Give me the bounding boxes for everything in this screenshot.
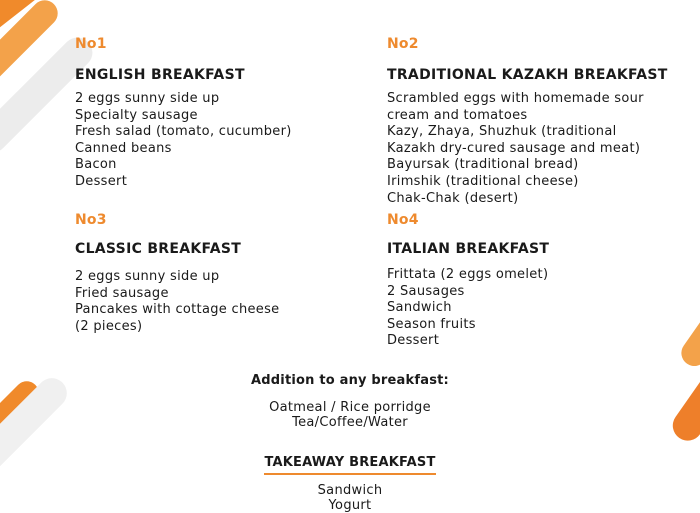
menu-number: No2	[387, 36, 419, 52]
menu-item: Pancakes with cottage cheese	[75, 302, 280, 318]
menu-item: Dessert	[75, 173, 128, 189]
menu-item: Fresh salad (tomato, cucumber)	[75, 124, 292, 140]
takeaway-item: Yogurt	[328, 498, 372, 513]
menu-item: Specialty sausage	[75, 107, 198, 123]
menu-item: Sandwich	[387, 300, 452, 316]
menu-item: Kazy, Zhaya, Shuzhuk (traditional	[387, 124, 617, 140]
menu-item: Canned beans	[75, 140, 172, 156]
menu-item: Scrambled eggs with homemade sour	[387, 91, 644, 106]
menu-item: Chak-Chak (desert)	[387, 190, 519, 206]
menu-item: Kazakh dry-cured sausage and meat)	[387, 140, 641, 156]
menu-title: CLASSIC BREAKFAST	[75, 241, 242, 257]
menu-kazakh-breakfast	[387, 36, 668, 207]
menu-number: No4	[387, 212, 419, 228]
menu-item: Season fruits	[387, 316, 476, 332]
menu-title: ENGLISH BREAKFAST	[75, 67, 245, 83]
menu-items	[387, 91, 668, 207]
menu-items	[75, 269, 279, 335]
menu-item: 2 Sausages	[387, 283, 465, 299]
addition-section	[0, 373, 700, 430]
addition-item: Oatmeal / Rice porridge	[269, 400, 431, 415]
menu-items	[75, 91, 292, 191]
menu-italian-breakfast	[387, 212, 549, 350]
menu-item: Irimshik (traditional cheese)	[387, 173, 579, 189]
menu-classic-breakfast	[75, 212, 279, 335]
menu-title: TRADITIONAL KAZAKH BREAKFAST	[387, 67, 668, 83]
takeaway-heading: TAKEAWAY BREAKFAST	[264, 455, 435, 475]
menu-number: No3	[75, 212, 107, 228]
menu-item: Bayursak (traditional bread)	[387, 157, 579, 173]
menu-title: ITALIAN BREAKFAST	[387, 241, 550, 257]
menu-number: No1	[75, 36, 107, 52]
addition-item: Tea/Coffee/Water	[292, 415, 408, 430]
takeaway-item: Sandwich	[317, 483, 383, 498]
decorative-stripe	[676, 299, 700, 371]
menu-item: (2 pieces)	[75, 318, 143, 334]
menu-item: 2 eggs sunny side up	[75, 269, 220, 284]
addition-heading: Addition to any breakfast:	[251, 373, 449, 388]
menu-items	[387, 267, 549, 350]
menu-item: Dessert	[387, 333, 440, 349]
menu-english-breakfast	[75, 36, 292, 191]
menu-item: cream and tomatoes	[387, 107, 528, 123]
menu-item: 2 eggs sunny side up	[75, 91, 220, 106]
menu-item: Bacon	[75, 157, 117, 173]
menu-item: Fried sausage	[75, 285, 169, 301]
addition-items	[0, 400, 700, 430]
takeaway-items	[0, 483, 700, 513]
takeaway-section	[0, 451, 700, 513]
menu-item: Frittata (2 eggs omelet)	[387, 267, 549, 282]
